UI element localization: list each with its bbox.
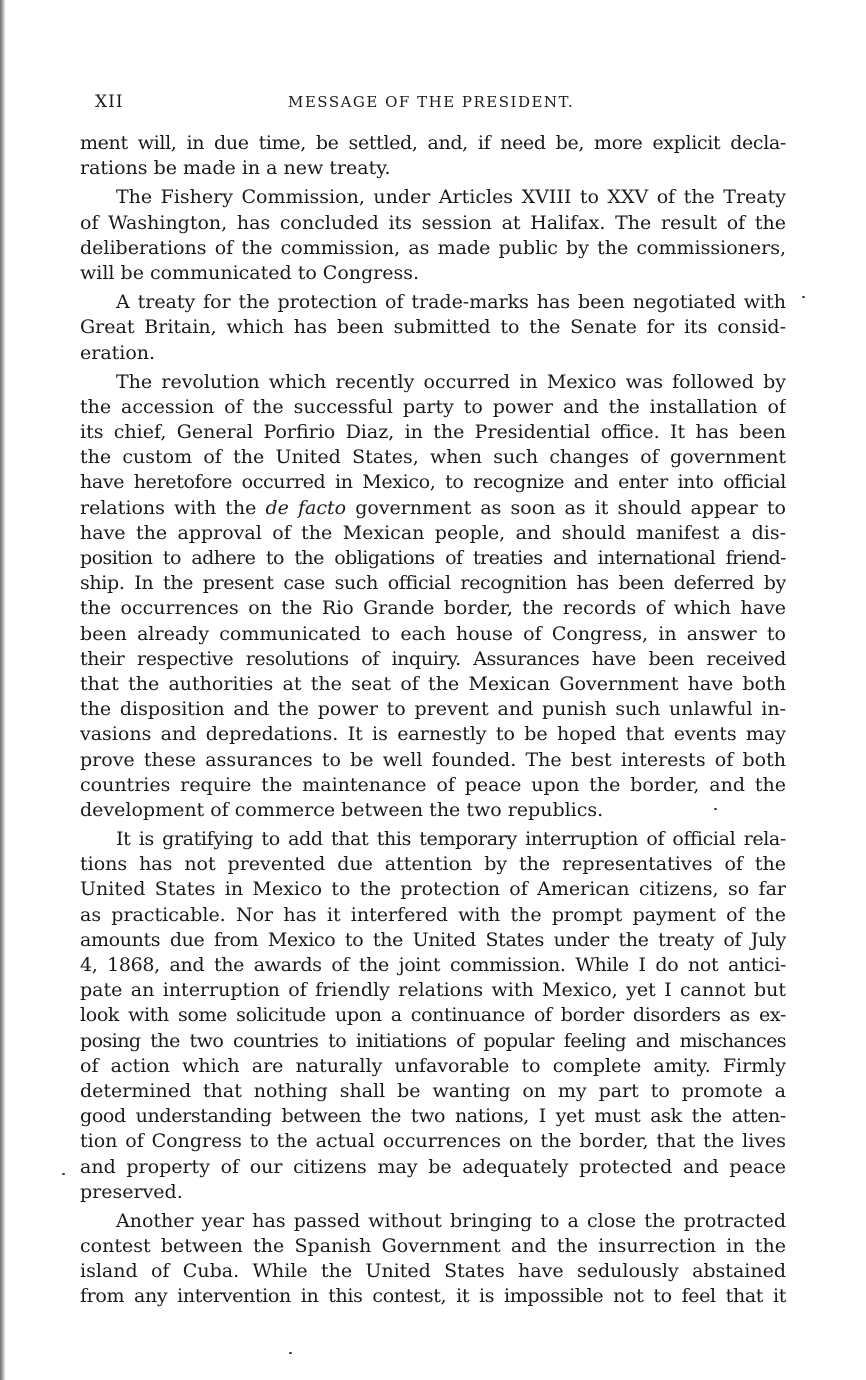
text-line: tion of Congress to the actual occurrences on the border, that the lives [80, 1130, 786, 1153]
paragraph-mexico-revolution [80, 370, 786, 823]
text-line: development of commerce between the two republics. [80, 798, 604, 821]
text-line-with-italic [80, 496, 786, 521]
text-line: ship. In the present case such official recognition has been deferred by [80, 572, 786, 595]
text-line: posing the two countries to initiations of popular feeling and mischances [80, 1029, 786, 1052]
running-head: MESSAGE OF THE PRESIDENT. [288, 93, 575, 111]
paragraph-trade-marks [80, 290, 786, 366]
text-line: vasions and depredations. It is earnestly to be hoped that events may [80, 723, 786, 746]
text-line: the disposition and the power to prevent and punish such unlawful in- [80, 698, 786, 721]
text-line: tions has not prevented due attention by the representatives of the [80, 853, 786, 876]
text-line: United States in Mexico to the protection of American citizens, so far [80, 878, 786, 901]
text-line: pate an interruption of friendly relations with Mexico, yet I cannot but [80, 979, 786, 1002]
paragraph-fishery-commission [80, 185, 786, 286]
text-line: have the approval of the Mexican people, and should manifest a dis- [80, 521, 786, 544]
scan-speck [802, 296, 805, 298]
text-line: look with some solicitude upon a continuance of border disorders as ex- [80, 1004, 786, 1027]
text-line: the custom of the United States, when such changes of government [80, 446, 786, 469]
text-line: the accession of the successful party to power and the installation of [80, 395, 786, 418]
text-line: amounts due from Mexico to the United States under the treaty of July [80, 928, 786, 951]
text-line: Another year has passed without bringing to a close the protracted [116, 1209, 786, 1232]
text-line: eration. [80, 341, 156, 364]
italic-phrase: de facto [265, 496, 347, 519]
text-line: 4, 1868, and the awards of the joint commission. While I do not antici- [80, 954, 786, 976]
body-text [80, 131, 786, 1314]
text-line: as practicable. Nor has it interfered with the prompt payment of the [80, 903, 786, 926]
text-line: ment will, in due time, be settled, and, if need be, more explicit decla- [80, 132, 786, 154]
text-line: good understanding between the two nations, I yet must ask the atten- [80, 1105, 786, 1128]
text-line: prove these assurances to be well founded. The best interests of both [80, 748, 786, 771]
paragraph-official-relations [80, 827, 786, 1205]
scan-page-edge [0, 0, 5, 1380]
text-line: their respective resolutions of inquiry. Assurances have been received [80, 647, 786, 670]
text-line: Great Britain, which has been submitted to the Senate for its consid- [80, 316, 786, 339]
text-line: deliberations of the commission, as made public by the commissioners, [80, 236, 786, 259]
page-number: XII [95, 92, 124, 112]
scan-speck [62, 1173, 65, 1175]
text-line: of action which are naturally unfavorable to complete amity. Firmly [80, 1054, 786, 1077]
text-line: position to adhere to the obligations of treaties and international friend- [80, 547, 786, 569]
text-line: The Fishery Commission, under Articles XVIII to XXV of the Treaty [116, 186, 786, 209]
text-line: been already communicated to each house of Congress, in answer to [80, 622, 786, 645]
text-line: the occurrences on the Rio Grande border, the records of which have [80, 597, 786, 620]
page-header [95, 86, 785, 116]
text-line: A treaty for the protection of trade-marks has been negotiated with [116, 291, 786, 314]
text-line: its chief, General Porfirio Diaz, in the Presidential office. It has been [80, 421, 786, 444]
text-line: have heretofore occurred in Mexico, to recognize and enter into official [80, 471, 786, 494]
scan-speck [289, 1352, 292, 1354]
text-line: The revolution which recently occurred in Mexico was followed by [116, 370, 786, 393]
text-line: determined that nothing shall be wanting on my part to promote a [80, 1079, 786, 1102]
text-segment: government as soon as it should appear to [355, 496, 786, 519]
text-line: contest between the Spanish Government and the insurrection in the [80, 1235, 786, 1258]
text-line: from any intervention in this contest, it is impossible not to feel that it [80, 1285, 786, 1308]
text-line: and property of our citizens may be adequately protected and peace [80, 1155, 786, 1178]
paragraph-treaty-continuation [80, 131, 786, 181]
text-line: countries require the maintenance of peace upon the border, and the [80, 773, 786, 796]
scan-speck [714, 808, 717, 810]
text-line: rations be made in a new treaty. [80, 157, 391, 180]
paragraph-cuba [80, 1209, 786, 1310]
text-segment: relations with the [80, 496, 257, 519]
text-line: preserved. [80, 1180, 183, 1203]
text-line: It is gratifying to add that this temporary interruption of official rela- [116, 828, 786, 851]
text-line: of Washington, has concluded its session at Halifax. The result of the [80, 211, 786, 234]
text-line: that the authorities at the seat of the Mexican Government have both [80, 672, 786, 695]
text-line: island of Cuba. While the United States have sedulously abstained [80, 1260, 786, 1283]
text-line: will be communicated to Congress. [80, 261, 420, 284]
